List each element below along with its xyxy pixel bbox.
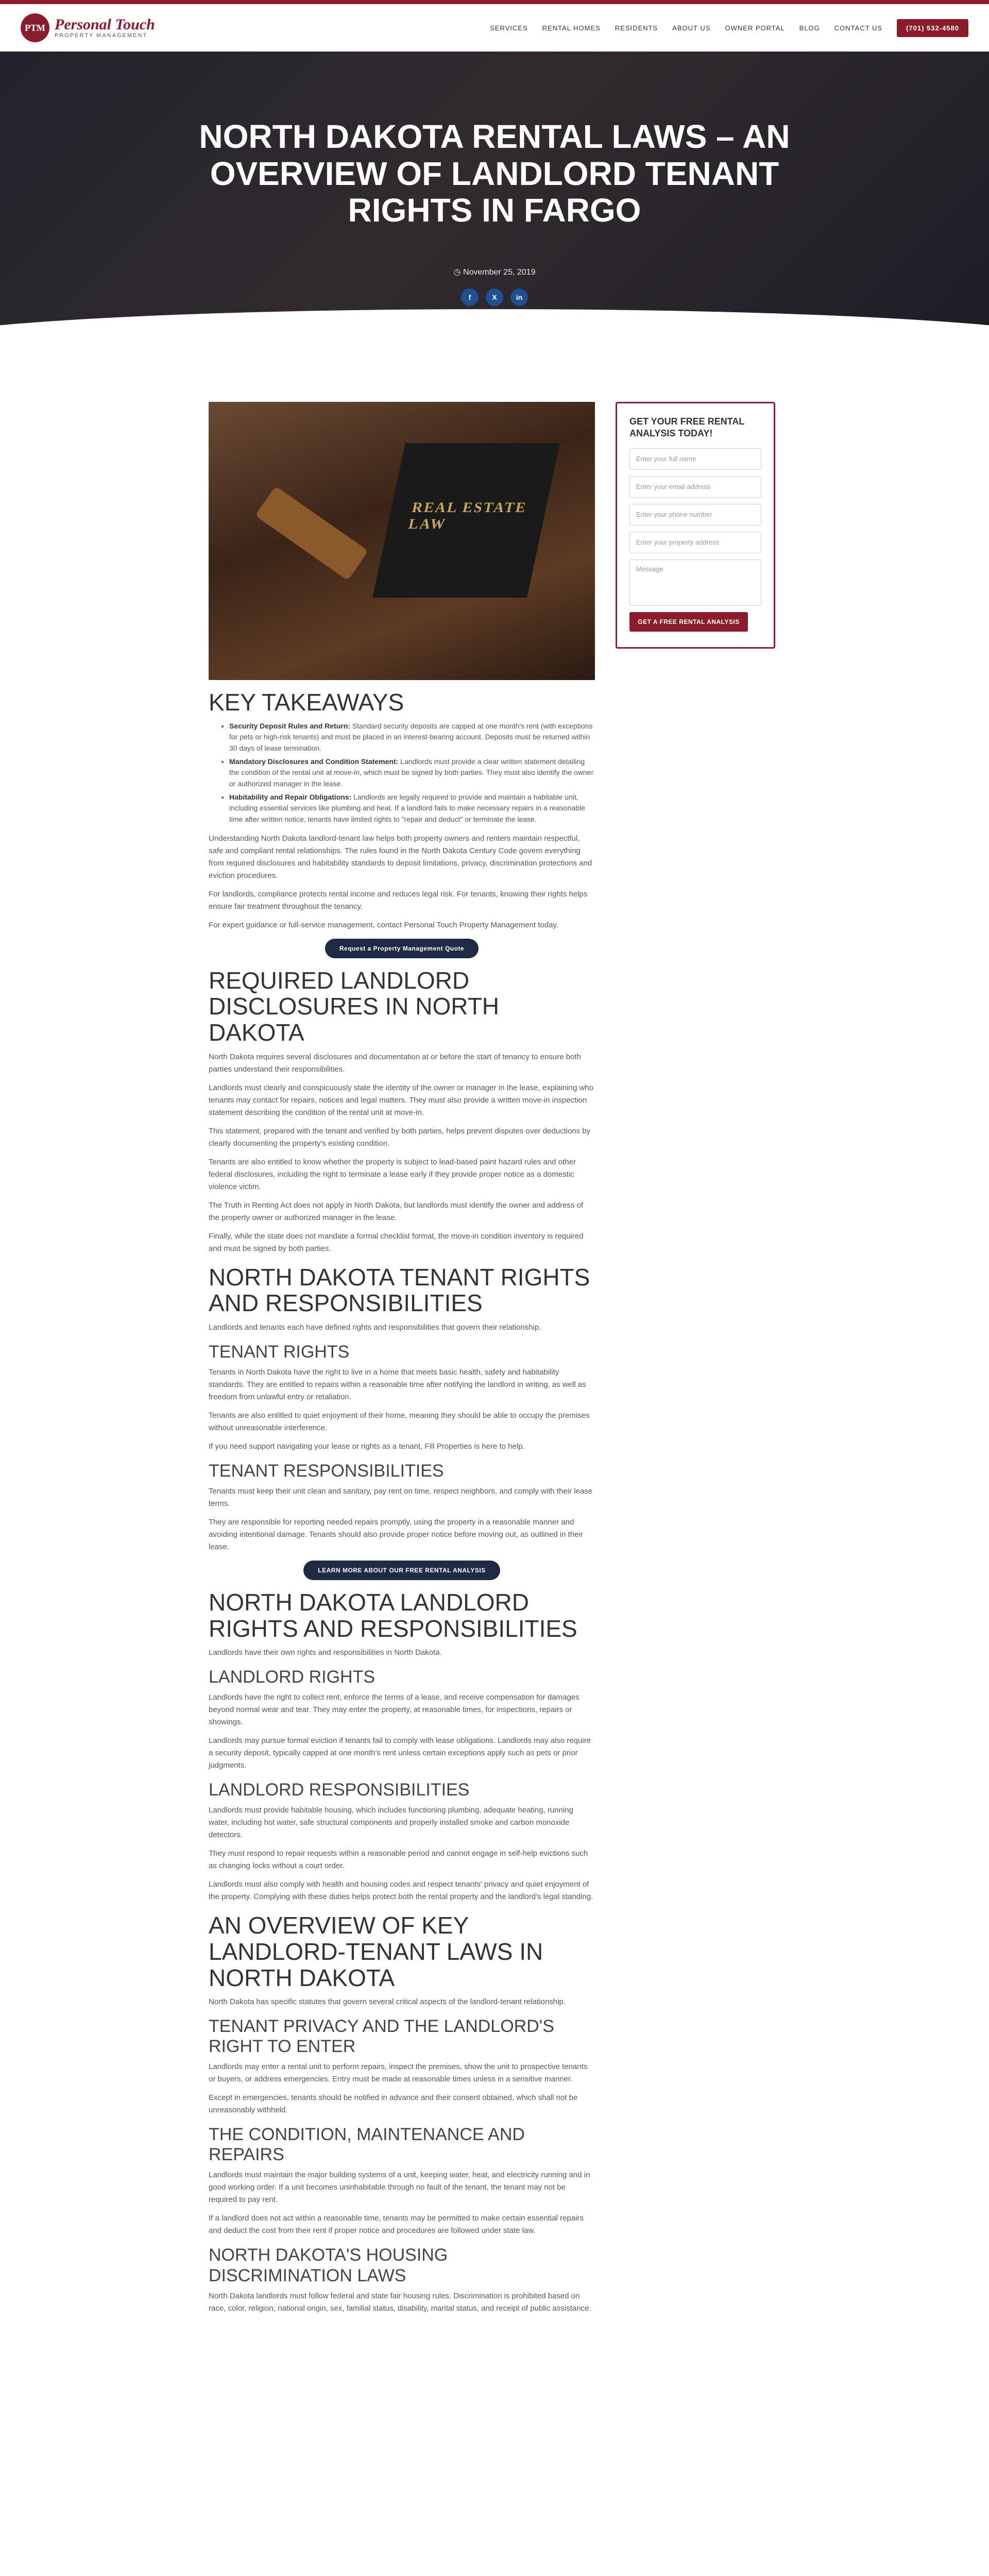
paragraph: Landlords must maintain the major building systems of a unit, keeping water, heat, and electricity running and in good working order. If a unit becomes uninhabitable through no fault of the tenant, the tenant may not be required to pay rent. <box>209 2171 590 2205</box>
logo-mark: PTM <box>21 13 49 42</box>
subsection-heading: THE CONDITION, MAINTENANCE AND REPAIRS <box>209 2125 525 2165</box>
nav-item-about[interactable]: ABOUT US <box>672 24 711 32</box>
paragraph: North Dakota landlords must follow federal and state fair housing rules. Discrimination is prohibited based on race, color, religion, national origin, sex, familial status, disability, marital status, and receipt of public assistance. <box>209 2291 591 2313</box>
list-item: • Mandatory Disclosures and Condition Statement: Landlords must provide a clear written statement detailing the condition of the rental unit at move-in, which must be signed by both parties. They must also identify the owner or authorized manager in the lease. <box>229 756 595 790</box>
share-buttons <box>0 289 989 306</box>
paragraph: They must respond to repair requests within a reasonable period and cannot engage in self-help evictions such as changing locks without a court order. <box>209 1849 588 1871</box>
paragraph: North Dakota has specific statutes that govern several critical aspects of the landlord-tenant relationship. <box>209 1997 566 2007</box>
subsection-heading: NORTH DAKOTA'S HOUSING DISCRIMINATION LAWS <box>209 2245 448 2285</box>
paragraph: Tenants in North Dakota have the right to live in a home that meets basic health, safety and habitability standards. They are entitled to repairs within a reasonable time after notifying the landlord in writing, as well as freedom from unlawful entry or retaliation. <box>209 1367 586 1401</box>
subsection-heading: TENANT RIGHTS <box>209 1342 350 1362</box>
paragraph: Landlords have the right to collect rent, enforce the terms of a lease, and receive compensation for damages beyond normal wear and tear. They may enter the property, at reasonable times, for inspections, repairs or showings. <box>209 1693 579 1727</box>
paragraph: Landlords have their own rights and responsibilities in North Dakota. <box>209 1648 442 1657</box>
paragraph: Landlords must provide habitable housing, which includes functioning plumbing, adequate heating, running water, including hot water, safe structural components and properly installed smoke and carbon monoxide detectors. <box>209 1806 573 1840</box>
article-body <box>209 402 595 2321</box>
page-title: NORTH DAKOTA RENTAL LAWS – AN OVERVIEW OF LANDLORD TENANT RIGHTS IN FARGO <box>199 118 790 229</box>
paragraph: Landlords must also comply with health and housing codes and respect tenants' privacy and quiet enjoyment of the property. Complying with these duties helps protect both the rental property and the landlord's legal standing. <box>209 1880 593 1902</box>
submit-button[interactable]: GET A FREE RENTAL ANALYSIS <box>629 612 748 632</box>
list-item: • Security Deposit Rules and Return: Standard security deposits are capped at one month's rent (with exceptions for pets or high-risk tenants) and must be placed in an interest-bearing account. Deposits must be returned within 30 days of lease termination. <box>229 721 595 754</box>
key-takeaways-heading: KEY TAKEAWAYS <box>209 689 404 716</box>
linkedin-icon[interactable]: in <box>510 289 528 306</box>
post-date: ◷ November 25, 2019 <box>453 268 536 277</box>
book-image <box>372 443 560 598</box>
nav-item-residents[interactable]: RESIDENTS <box>615 24 658 32</box>
nav-item-blog[interactable]: BLOG <box>799 24 820 32</box>
paragraph: Tenants are also entitled to know whether the property is subject to lead-based paint hazard rules and other federal disclosures, including the right to terminate a lease early if they provide proper notice as a domestic violence victim. <box>209 1157 576 1191</box>
form-heading: GET YOUR FREE RENTAL ANALYSIS TODAY! <box>629 416 745 439</box>
address-input[interactable]: Enter your property address <box>629 532 761 553</box>
main-nav <box>490 19 968 37</box>
list-item: • Habitability and Repair Obligations: Landlords are legally required to provide and maintain a habitable unit, including essential services like plumbing and heat. If a landlord fails to make necessary repairs in a reasonable time after written notice, tenants have limited rights to "repair and deduct" or terminate the lease. <box>229 792 595 825</box>
paragraph: Landlords may enter a rental unit to perform repairs, inspect the premises, show the unit to prospective tenants or buyers, or address emergencies. Entry must be made at reasonable times unless in a sensitive manner. <box>209 2062 588 2084</box>
paragraph: They are responsible for reporting needed repairs promptly, using the property in a reasonable manner and avoiding intentional damage. Tenants should also provide proper notice before moving out, as outlined in their lease. <box>209 1517 583 1551</box>
key-takeaways-list <box>229 721 595 825</box>
section-heading: NORTH DAKOTA LANDLORD RIGHTS AND RESPONSIBILITIES <box>209 1588 577 1642</box>
rental-analysis-form <box>616 402 775 649</box>
quote-cta-button[interactable]: Request a Property Management Quote <box>325 939 479 958</box>
phone-button[interactable]: (701) 532-4580 <box>897 19 968 37</box>
full-name-input[interactable]: Enter your full name <box>629 448 761 470</box>
nav-item-services[interactable]: SERVICES <box>490 24 528 32</box>
paragraph: If a landlord does not act within a reasonable time, tenants may be permitted to make certain essential repairs and deduct the cost from their rent if proper notice and procedures are followed under state law. <box>209 2214 584 2235</box>
subsection-heading: TENANT PRIVACY AND THE LANDLORD'S RIGHT TO ENTER <box>209 2016 554 2057</box>
nav-item-contact[interactable]: CONTACT US <box>834 24 883 32</box>
subsection-heading: LANDLORD RESPONSIBILITIES <box>209 1780 470 1800</box>
paragraph: Tenants are also entitled to quiet enjoyment of their home, meaning they should be able to occupy the premises without unreasonable interference. <box>209 1411 590 1432</box>
paragraph: Except in emergencies, tenants should be notified in advance and their consent obtained, which shall not be unreasonably withheld. <box>209 2093 578 2115</box>
paragraph: North Dakota requires several disclosures and documentation at or before the start of tenancy to ensure both parties understand their responsibilities. <box>209 1052 581 1074</box>
top-accent-bar <box>0 0 989 4</box>
paragraph: Tenants must keep their unit clean and sanitary, pay rent on time, respect neighbors, and comply with their lease terms. <box>209 1486 593 1508</box>
message-input[interactable]: Message <box>629 560 761 606</box>
phone-input[interactable]: Enter your phone number <box>629 504 761 526</box>
section-heading: NORTH DAKOTA TENANT RIGHTS AND RESPONSIBILITIES <box>209 1263 590 1317</box>
logo-name: Personal Touch <box>55 16 155 33</box>
book-title: REAL ESTATE LAW <box>407 500 529 532</box>
paragraph: Landlords and tenants each have defined rights and responsibilities that govern their relationship. <box>209 1323 541 1332</box>
paragraph: Landlords may pursue formal eviction if tenants fail to comply with lease obligations. Landlords may also require a security deposit, typically capped at one month's rent unless certain exceptions apply such as pets or prior judgments. <box>209 1736 591 1770</box>
paragraph: Finally, while the state does not mandate a formal checklist format, the move-in condition inventory is required and must be signed by both parties. <box>209 1231 584 1253</box>
nav-item-rental-homes[interactable]: RENTAL HOMES <box>542 24 601 32</box>
section-heading: AN OVERVIEW OF KEY LANDLORD-TENANT LAWS IN NORTH DAKOTA <box>209 1912 543 1991</box>
featured-image <box>209 402 595 680</box>
subsection-heading: TENANT RESPONSIBILITIES <box>209 1461 444 1481</box>
subsection-heading: LANDLORD RIGHTS <box>209 1667 376 1687</box>
paragraph: The Truth in Renting Act does not apply in North Dakota, but landlords must identify the owner and address of the property owner or authorized manager in the lease. <box>209 1200 584 1222</box>
gavel-image <box>255 486 368 581</box>
section-heading: REQUIRED LANDLORD DISCLOSURES IN NORTH DAKOTA <box>209 967 500 1046</box>
paragraph: This statement, prepared with the tenant and verified by both parties, helps prevent disputes over deductions by clearly documenting the property's existing condition. <box>209 1126 591 1148</box>
facebook-icon[interactable]: f <box>461 289 479 306</box>
post-date-text: November 25, 2019 <box>463 268 536 277</box>
paragraph: Understanding North Dakota landlord-tenant law helps both property owners and renters maintain respectful, safe and compliant rental relationships. The rules found in the North Dakota Century Code govern everything from required disclosures and habitability standards to deposit limitations, privacy, discrimination protections and eviction procedures. <box>209 834 592 880</box>
hero-banner <box>0 52 989 350</box>
paragraph: For expert guidance or full-service management, contact Personal Touch Property Management today. <box>209 920 558 929</box>
email-input[interactable]: Enter your email address <box>629 476 761 498</box>
paragraph: If you need support navigating your lease or rights as a tenant, Fill Properties is here to help. <box>209 1442 525 1451</box>
nav-item-owner-portal[interactable]: OWNER PORTAL <box>725 24 785 32</box>
site-header <box>0 4 989 52</box>
logo-tagline: PROPERTY MANAGEMENT <box>55 32 148 39</box>
paragraph: Landlords must clearly and conspicuously state the identity of the owner or manager in the lease, explaining who tenants may contact for repairs, notices and legal matters. They must also provide a written move-in inspection statement describing the condition of the rental unit at move-in. <box>209 1083 594 1117</box>
logo[interactable] <box>21 13 155 42</box>
x-icon[interactable]: X <box>486 289 503 306</box>
rental-analysis-cta-button[interactable]: LEARN MORE ABOUT OUR FREE RENTAL ANALYSIS <box>303 1561 500 1580</box>
paragraph: For landlords, compliance protects rental income and reduces legal risk. For tenants, knowing their rights helps ensure fair treatment throughout the tenancy. <box>209 889 588 911</box>
